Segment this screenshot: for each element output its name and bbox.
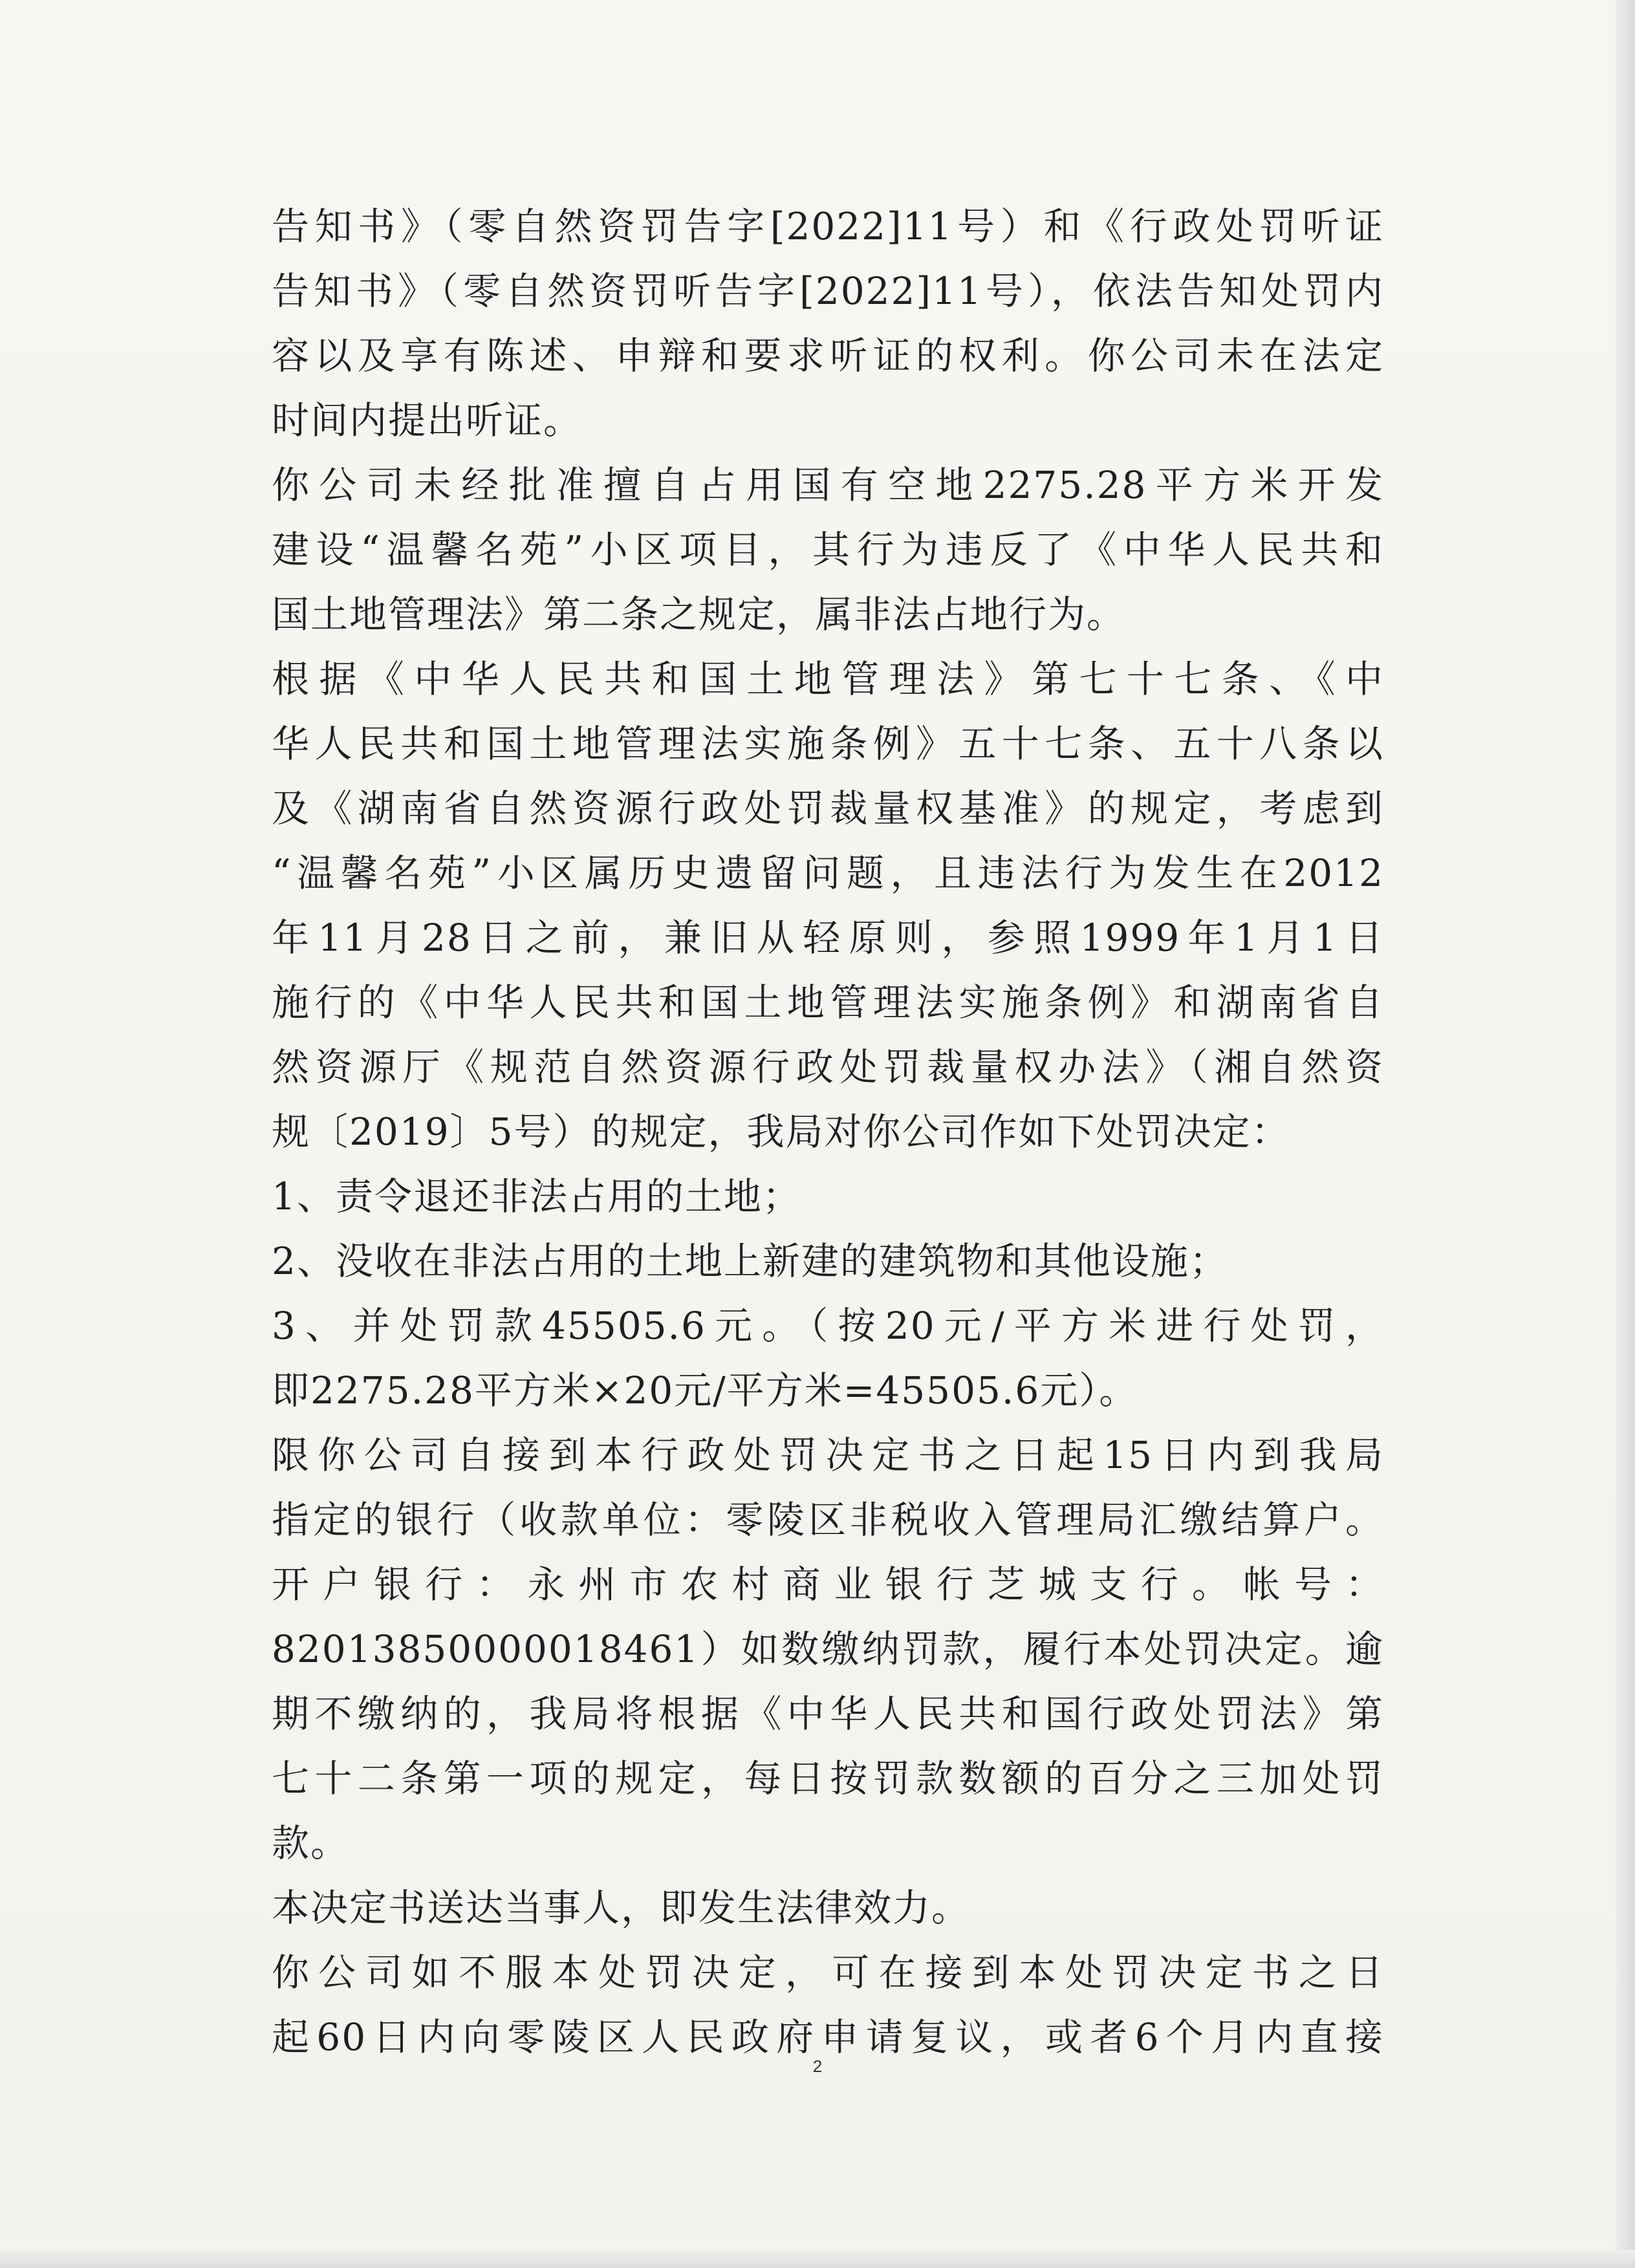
text-line: 起60日内向零陵区人民政府申请复议，或者6个月内直接 [272,2015,1384,2059]
text-line: 限你公司自接到本行政处罚决定书之日起15日内到我局 [272,1433,1384,1477]
text-line: “温馨名苑”小区属历史遗留问题，且违法行为发生在2012 [272,851,1384,895]
text-line: 即2275.28平方米×20元/平方米=45505.6元）。 [272,1368,1138,1412]
text-line: 82013850000018461）如数缴纳罚款，履行本处罚决定。逾 [272,1627,1384,1671]
text-line: 七十二条第一项的规定，每日按罚款数额的百分之三加处罚 [272,1756,1384,1800]
text-line: 告知书》（零自然资罚听告字[2022]11号），依法告知处罚内 [272,269,1384,313]
text-line: 你公司未经批准擅自占用国有空地2275.28平方米开发 [272,463,1384,507]
text-line: 国土地管理法》第二条之规定，属非法占地行为。 [272,592,1126,636]
text-line: 建设“温馨名苑”小区项目，其行为违反了《中华人民共和 [272,528,1384,572]
scan-edge-right [1616,0,1635,2268]
text-line: 及《湖南省自然资源行政处罚裁量权基准》的规定，考虑到 [272,786,1384,830]
text-line: 规〔2019〕5号）的规定，我局对你公司作如下处罚决定： [272,1110,1290,1154]
text-line: 期不缴纳的，我局将根据《中华人民共和国行政处罚法》第 [272,1692,1384,1736]
text-line: 年11月28日之前，兼旧从轻原则，参照1999年1月1日 [272,916,1384,960]
scan-edge-bottom [0,2250,1635,2268]
text-line: 本决定书送达当事人，即发生法律效力。 [272,1886,971,1930]
text-line: 根据《中华人民共和国土地管理法》第七十七条、《中 [272,657,1384,701]
text-line: 施行的《中华人民共和国土地管理法实施条例》和湖南省自 [272,980,1384,1024]
text-line: 容以及享有陈述、申辩和要求听证的权利。你公司未在法定 [272,334,1384,378]
text-line: 指定的银行（收款单位：零陵区非税收入管理局汇缴结算户。 [272,1498,1384,1542]
text-line: 华人民共和国土地管理法实施条例》五十七条、五十八条以 [272,722,1384,766]
text-line: 款。 [272,1821,350,1865]
text-line: 开户银行：永州市农村商业银行芝城支行。帐号： [272,1562,1384,1606]
page-number: 2 [812,2057,823,2076]
text-line: 时间内提出听证。 [272,398,583,442]
text-line: 2、没收在非法占用的土地上新建的建筑物和其他设施； [272,1239,1228,1283]
text-line: 1、责令退还非法占用的土地； [272,1174,801,1218]
text-line: 告知书》（零自然资罚告字[2022]11号）和《行政处罚听证 [272,204,1384,248]
text-line: 3、并处罚款45505.6元。（按20元/平方米进行处罚， [272,1304,1384,1348]
text-line: 然资源厅《规范自然资源行政处罚裁量权办法》（湘自然资 [272,1045,1384,1089]
text-line: 你公司如不服本处罚决定，可在接到本处罚决定书之日 [272,1950,1384,1994]
